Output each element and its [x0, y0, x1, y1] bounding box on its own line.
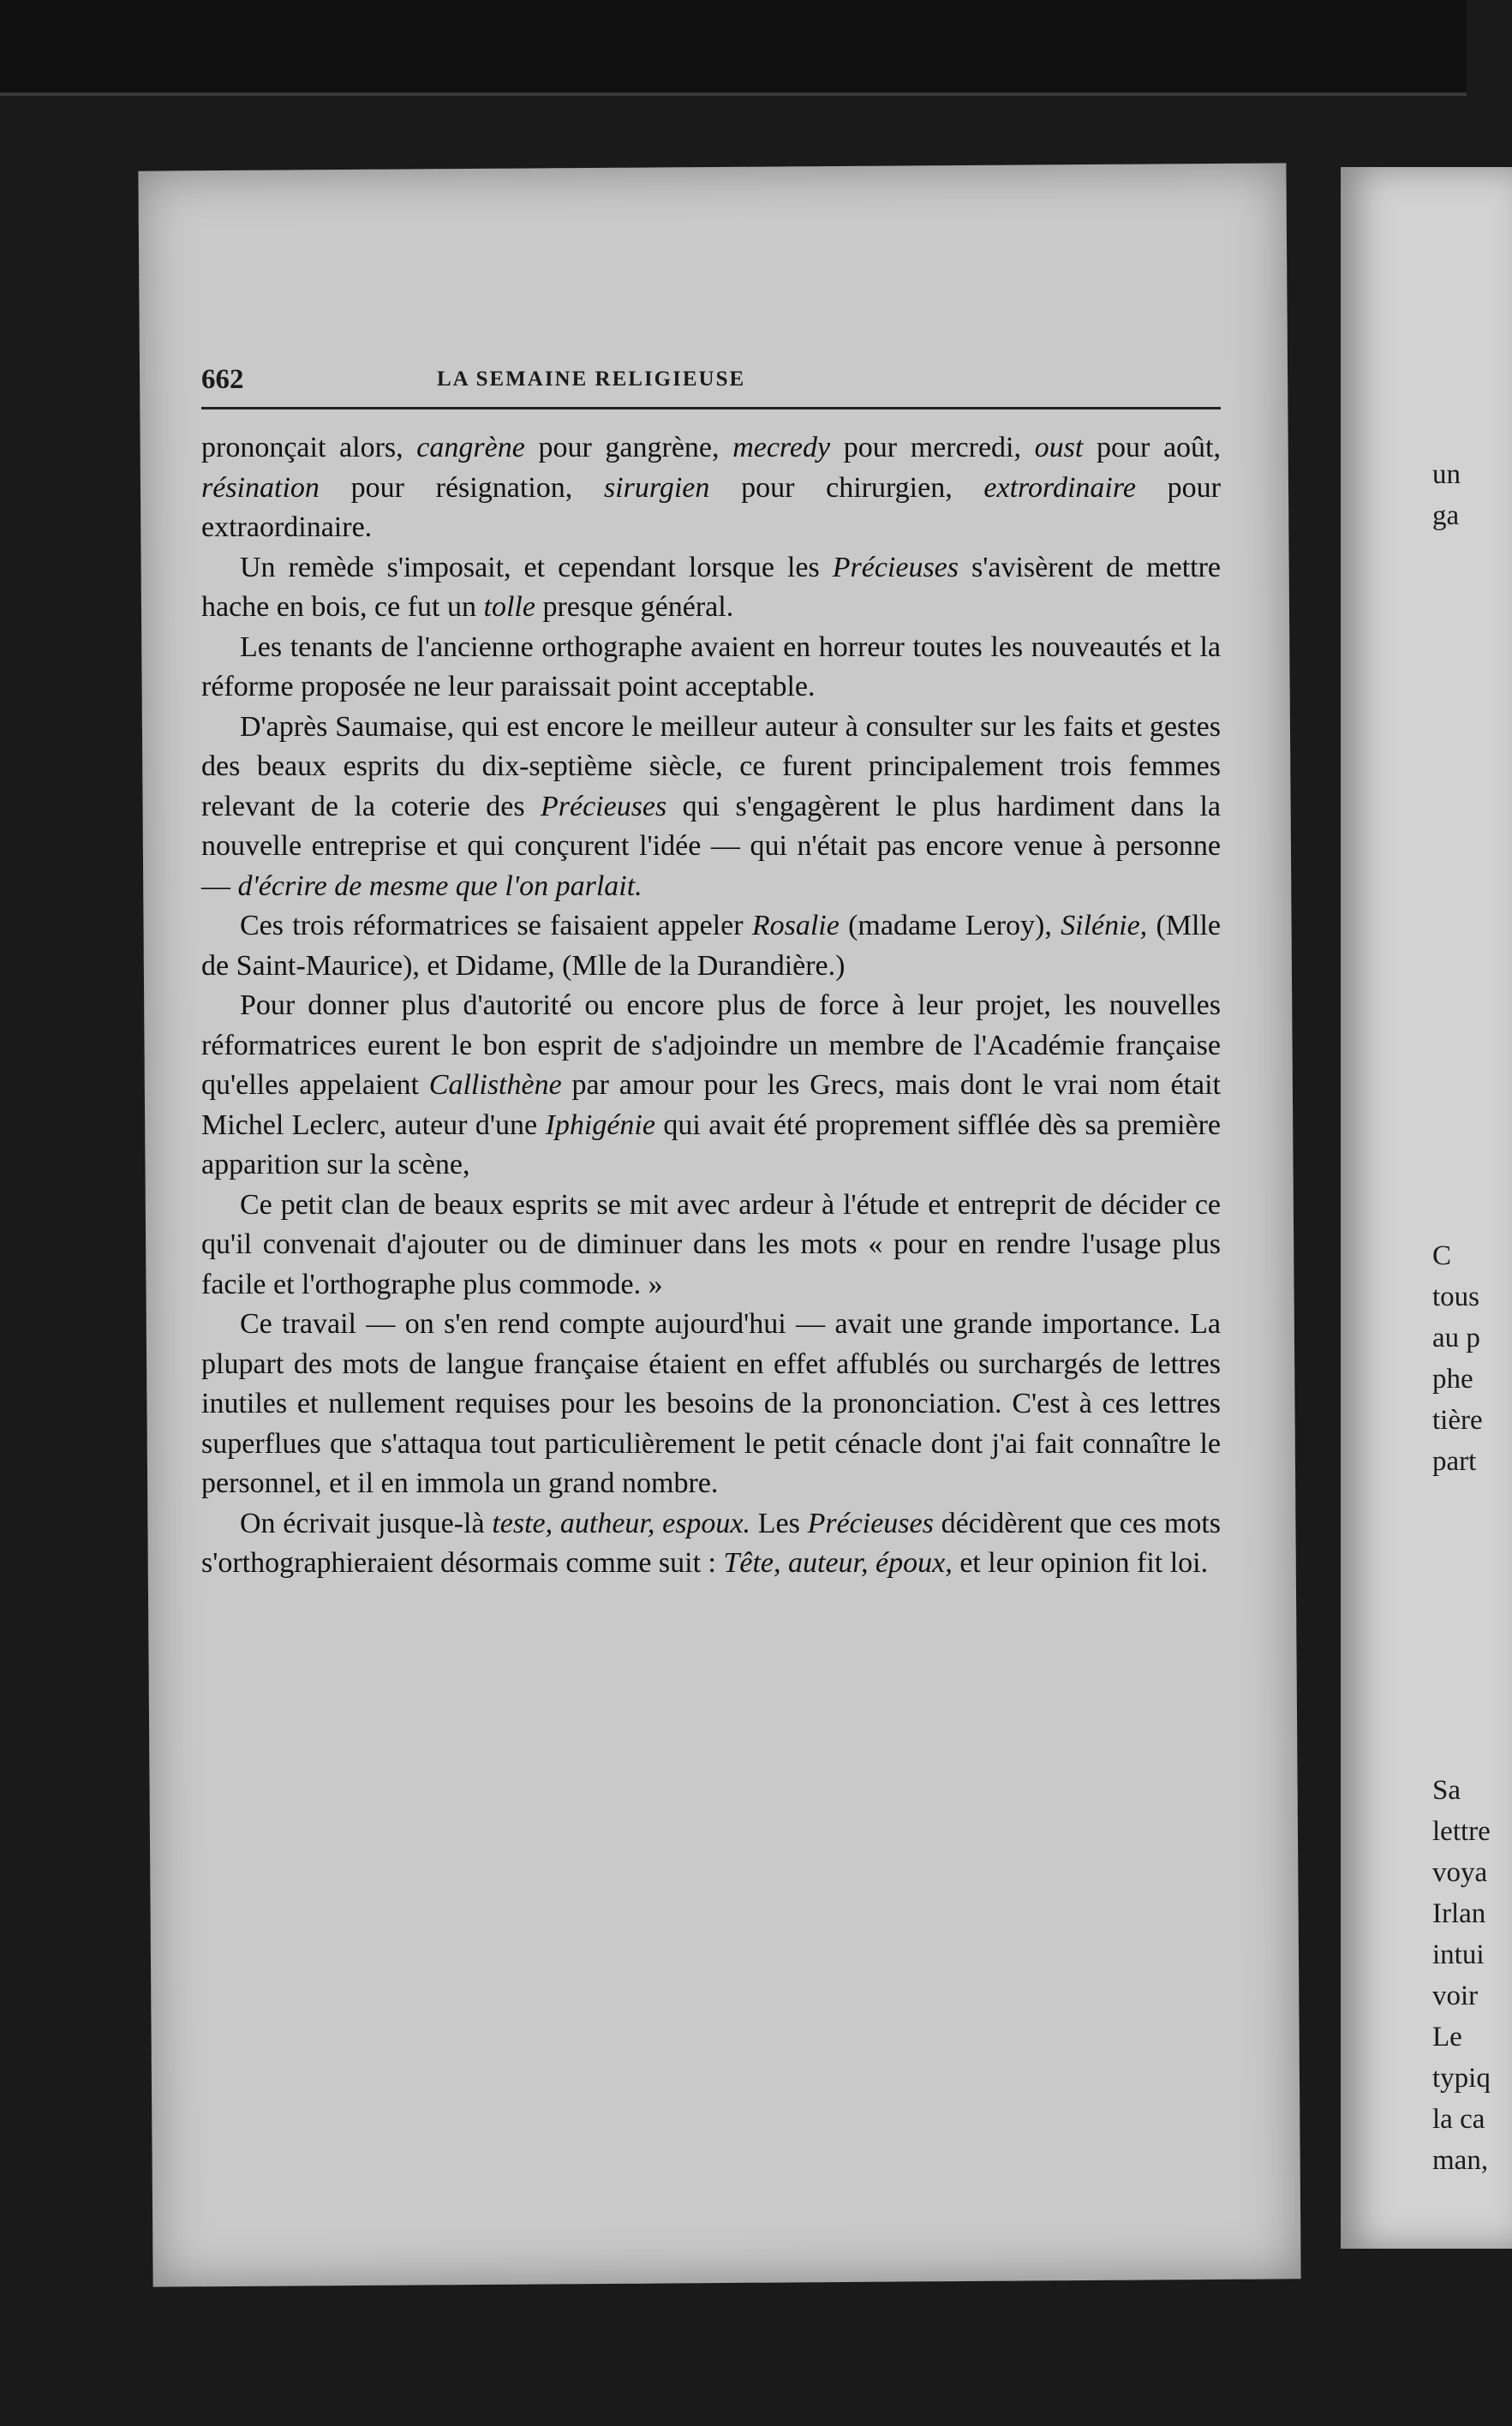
paragraph — [201, 1504, 1221, 1584]
italic-text: cangrène — [416, 432, 525, 463]
facing-page-sheet — [1341, 167, 1512, 2249]
italic-text: teste, autheur, espoux. — [492, 1507, 751, 1539]
text-run: pour extraordinaire. — [201, 471, 1221, 543]
facing-page-line — [1432, 1523, 1484, 1564]
facing-page-line: part — [1432, 1446, 1477, 1477]
facing-page-line — [1432, 824, 1484, 865]
text-run: Les — [750, 1507, 808, 1539]
film-edge — [0, 0, 1467, 94]
facing-page-line: Sa — [1432, 1775, 1461, 1806]
facing-page-line — [1432, 1646, 1484, 1688]
facing-page-line — [1432, 1564, 1484, 1605]
italic-text: Précieuses — [832, 551, 959, 583]
italic-text: extrordinaire — [983, 471, 1136, 504]
text-run: Ce petit clan de beaux esprits se mit avec ardeur à l'étude et entreprit de décider ce qu'il convenait d'ajouter ou de diminuer dans les mots « pour en rendre l'usage plus facile et l'orthographe plus commode. » — [201, 1188, 1221, 1300]
facing-page-line — [1432, 1688, 1484, 1729]
paragraph — [201, 906, 1221, 986]
italic-text: Callisthène — [428, 1069, 562, 1101]
page-header — [201, 364, 1221, 409]
facing-page-line — [1432, 1482, 1484, 1523]
text-run: presque général. — [535, 591, 734, 623]
paragraph — [201, 548, 1221, 628]
facing-page-line: phe — [1432, 1364, 1473, 1395]
facing-page-line — [1432, 1112, 1484, 1153]
scan-divider — [0, 93, 1467, 96]
facing-page-line — [1432, 865, 1484, 906]
italic-text: tolle — [483, 591, 535, 623]
facing-page-line: Irlan — [1432, 1898, 1486, 1929]
paragraph — [201, 428, 1221, 548]
text-run: Ce travail — on s'en rend compte aujourd'hui — avait une grande importance. La plupart des mots de langue française étaient en effet affublés ou surchargés de lettres inutiles et nullement requises pour les besoins de la prononciation. C'est à ces lettres superflues que s'attaqua tout particulièrement le petit cénacle dont j'ai fait connaître le personnel, et il en immola un grand nombre. — [201, 1308, 1221, 1499]
facing-page-line: ga — [1432, 500, 1460, 531]
text-run: pour mercredi, — [830, 432, 1035, 463]
facing-page-line: C — [1432, 1240, 1452, 1271]
facing-page-line: lettre — [1432, 1816, 1491, 1847]
facing-page-line: au p — [1432, 1323, 1480, 1353]
facing-page-line — [1432, 1153, 1484, 1194]
text-run: Pour donner plus d'autorité ou encore plus de force à leur projet, les nouvelles réformatrices eurent le bon esprit de s'adjoindre un membre de l'Académie française qu'elles appelaient — [201, 989, 1221, 1101]
facing-page-line: man, — [1432, 2145, 1489, 2176]
text-run: s'avisèrent de mettre hache en bois, ce fut un — [201, 551, 1222, 623]
text-run: (madame Leroy), — [839, 910, 1061, 941]
italic-text: sirurgien — [603, 471, 710, 504]
italic-text: Rosalie — [751, 910, 840, 941]
body-text — [201, 428, 1221, 1584]
italic-text: Précieuses — [807, 1507, 934, 1539]
facing-page-line — [1432, 989, 1484, 1030]
facing-page-line: la ca — [1432, 2104, 1485, 2135]
text-run: Les tenants de l'ancienne orthographe avaient en horreur toutes les nouveautés et la réforme proposée ne leur paraissait point acceptable. — [201, 630, 1221, 702]
facing-page-line: un — [1432, 459, 1461, 490]
facing-page-line — [1432, 1030, 1484, 1071]
italic-text: oust — [1034, 432, 1084, 463]
facing-page-line — [1432, 660, 1484, 701]
running-head: LA SEMAINE RELIGIEUSE — [437, 367, 746, 391]
facing-page-line: typiq — [1432, 2063, 1491, 2094]
text-run: On écrivait jusque-là — [240, 1507, 493, 1539]
facing-page-line: voir — [1432, 1981, 1479, 2011]
facing-page-line — [1432, 906, 1484, 947]
facing-page-line — [1432, 947, 1484, 989]
italic-text: d'écrire de mesme que l'on parlait. — [237, 869, 642, 902]
paragraph — [201, 628, 1221, 708]
facing-page-line: Le — [1432, 2022, 1462, 2053]
text-run: prononçait alors, — [201, 432, 417, 463]
text-run: pour août, — [1083, 432, 1221, 463]
italic-text: Précieuses — [540, 790, 667, 822]
text-run: (Mlle de Saint-Maurice), et Didame, (Mlle de la Durandière.) — [201, 910, 1221, 982]
facing-page-line — [1432, 536, 1484, 577]
facing-page-line — [1432, 742, 1484, 783]
italic-text: résination — [201, 471, 320, 504]
paragraph — [201, 708, 1221, 907]
paragraph — [201, 1305, 1221, 1504]
page-number: 662 — [201, 364, 244, 395]
italic-text: mecredy — [732, 432, 831, 463]
facing-page-line: tière — [1432, 1405, 1483, 1436]
facing-page-line — [1432, 1071, 1484, 1112]
text-run: par amour pour les Grecs, mais dont le vrai nom était Michel Leclerc, auteur d'une — [201, 1069, 1221, 1141]
paragraph — [201, 986, 1221, 1186]
facing-page-line — [1432, 618, 1484, 660]
facing-page-line: intui — [1432, 1939, 1485, 1970]
text-run: Ces trois réformatrices se faisaient appeler — [240, 910, 752, 941]
text-run: pour gangrène, — [524, 432, 733, 463]
facing-page-line — [1432, 1729, 1484, 1770]
text-run: qui s'engagèrent le plus hardiment dans la nouvelle entreprise et qui conçurent l'idée — qui n'était pas encore venue à personne — — [201, 790, 1221, 902]
facing-page-line — [1432, 701, 1484, 742]
text-run: pour résignation, — [319, 471, 604, 504]
text-run: qui avait été proprement sifflée dès sa première apparition sur la scène, — [201, 1108, 1221, 1180]
facing-page-line — [1432, 783, 1484, 824]
italic-text: Iphigénie — [545, 1108, 655, 1141]
facing-page-line — [1432, 577, 1484, 618]
facing-page-text — [1432, 454, 1491, 2181]
facing-page-line — [1432, 1605, 1484, 1646]
paragraph — [201, 1186, 1221, 1306]
facing-page-line: voya — [1432, 1857, 1488, 1888]
italic-text: Tête, auteur, époux, — [723, 1547, 953, 1579]
facing-page-line: tous — [1432, 1282, 1480, 1312]
facing-page-line — [1432, 1194, 1484, 1235]
text-run: Un remède s'imposait, et cependant lorsque les — [240, 551, 833, 583]
italic-text: Silénie, — [1061, 910, 1148, 941]
text-run: et leur opinion fit loi. — [952, 1547, 1209, 1579]
text-run: pour chirurgien, — [709, 471, 984, 504]
text-run: décidèrent que ces mots s'orthographieraient désormais comme suit : — [201, 1507, 1221, 1579]
text-run: D'après Saumaise, qui est encore le meilleur auteur à consulter sur les faits et gestes des beaux esprits du dix-septième siècle, ce furent principalement trois femmes relevant de la coterie des — [201, 710, 1221, 822]
